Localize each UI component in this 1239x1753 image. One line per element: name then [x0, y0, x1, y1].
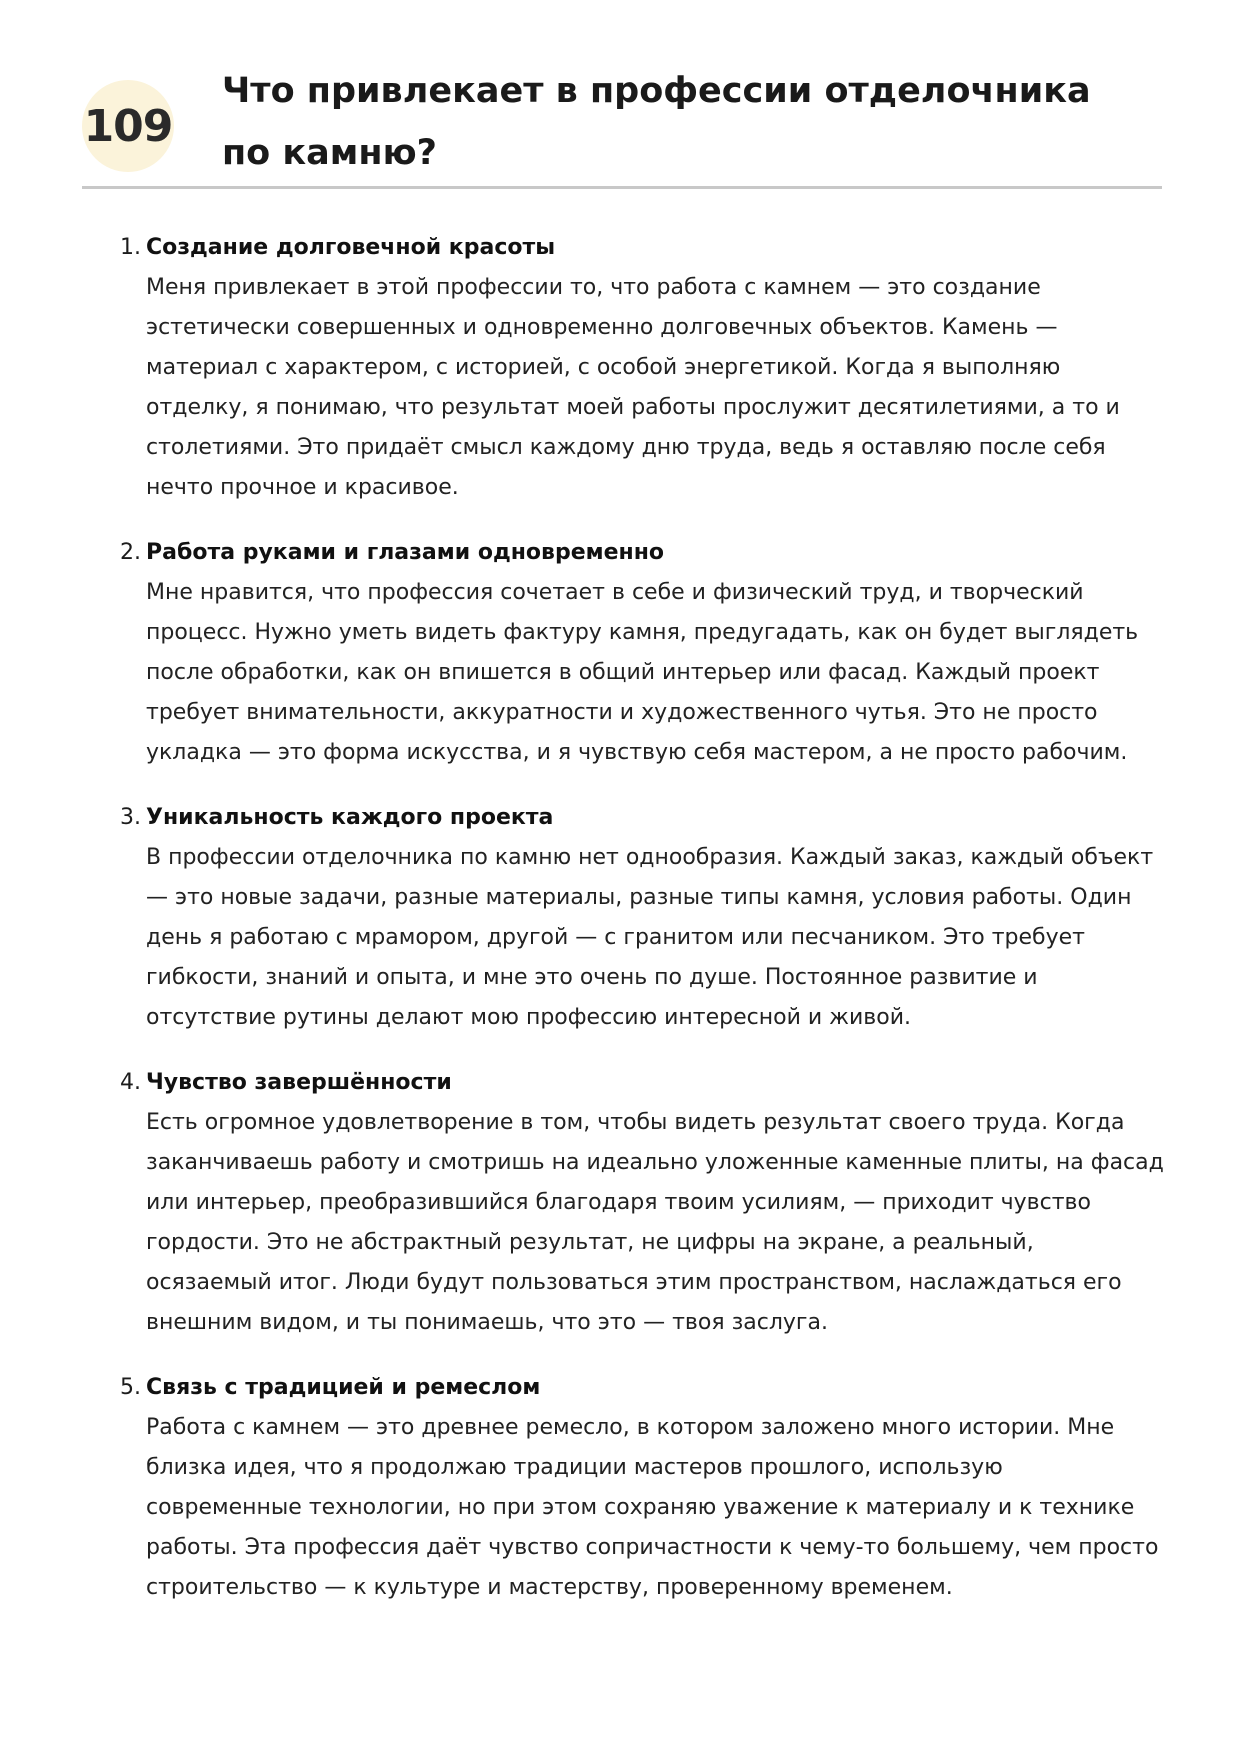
list-item — [120, 1063, 1165, 1343]
list-item-text: Работа с камнем — это древнее ремесло, в котором заложено много истории. Мне близка идея, что я продолжаю традиции мастеров прошлого, использую современные технологии, но при этом сохраняю уважение к материалу и к технике работы. Эта профессия даёт чувство сопричастности к чему-то большему, чем просто строительство — к культуре и мастерству, проверенному временем. — [146, 1415, 1159, 1600]
list-item — [120, 1368, 1165, 1608]
question-number-badge: 109 — [82, 80, 174, 172]
list-item-heading: Уникальность каждого проекта — [146, 805, 554, 830]
list-item — [120, 798, 1165, 1038]
list-item-number: 2. — [120, 540, 141, 565]
list-item-text: В профессии отделочника по камню нет однообразия. Каждый заказ, каждый объект — это новые задачи, разные материалы, разные типы камня, условия работы. Один день я работаю с мрамором, другой — с гранитом или песчаником. Это требует гибкости, знаний и опыта, и мне это очень по душе. Постоянное развитие и отсутствие рутины делают мою профессию интересной и живой. — [146, 845, 1154, 1030]
list-item — [120, 533, 1165, 773]
list-item — [120, 228, 1165, 508]
list-item-text: Меня привлекает в этой профессии то, что работа с камнем — это создание эстетически совершенных и одновременно долговечных объектов. Камень — материал с характером, с историей, с особой энергетикой. Когда я выполняю отделку, я понимаю, что результат моей работы прослужит десятилетиями, а то и столетиями. Это придаёт смысл каждому дню труда, ведь я оставляю после себя нечто прочное и красивое. — [146, 275, 1120, 500]
answer-content — [120, 228, 1165, 1633]
list-item-text: Есть огромное удовлетворение в том, чтобы видеть результат своего труда. Когда заканчиваешь работу и смотришь на идеально уложенные каменные плиты, на фасад или интерьер, преобразившийся благодаря твоим усилиям, — приходит чувство гордости. Это не абстрактный результат, не цифры на экране, а реальный, осязаемый итог. Люди будут пользоваться этим пространством, наслаждаться его внешним видом, и ты понимаешь, что это — твоя заслуга. — [146, 1110, 1164, 1335]
list-item-number: 5. — [120, 1375, 141, 1400]
list-item-text: Мне нравится, что профессия сочетает в себе и физический труд, и творческий процесс. Нужно уметь видеть фактуру камня, предугадать, как он будет выглядеть после обработки, как он впишется в общий интерьер или фасад. Каждый проект требует внимательности, аккуратности и художественного чутья. Это не просто укладка — это форма искусства, и я чувствую себя мастером, а не просто рабочим. — [146, 580, 1139, 765]
list-item-heading: Работа руками и глазами одновременно — [146, 540, 665, 565]
page-header — [82, 60, 1162, 189]
list-item-heading: Создание долговечной красоты — [146, 235, 556, 260]
answer-list — [120, 228, 1165, 1608]
list-item-heading: Связь с традицией и ремеслом — [146, 1375, 541, 1400]
list-item-number: 3. — [120, 805, 141, 830]
list-item-number: 1. — [120, 235, 141, 260]
page-title: Что привлекает в профессии отделочника по камню? — [222, 71, 1091, 173]
list-item-number: 4. — [120, 1070, 141, 1095]
list-item-heading: Чувство завершённости — [146, 1070, 452, 1095]
